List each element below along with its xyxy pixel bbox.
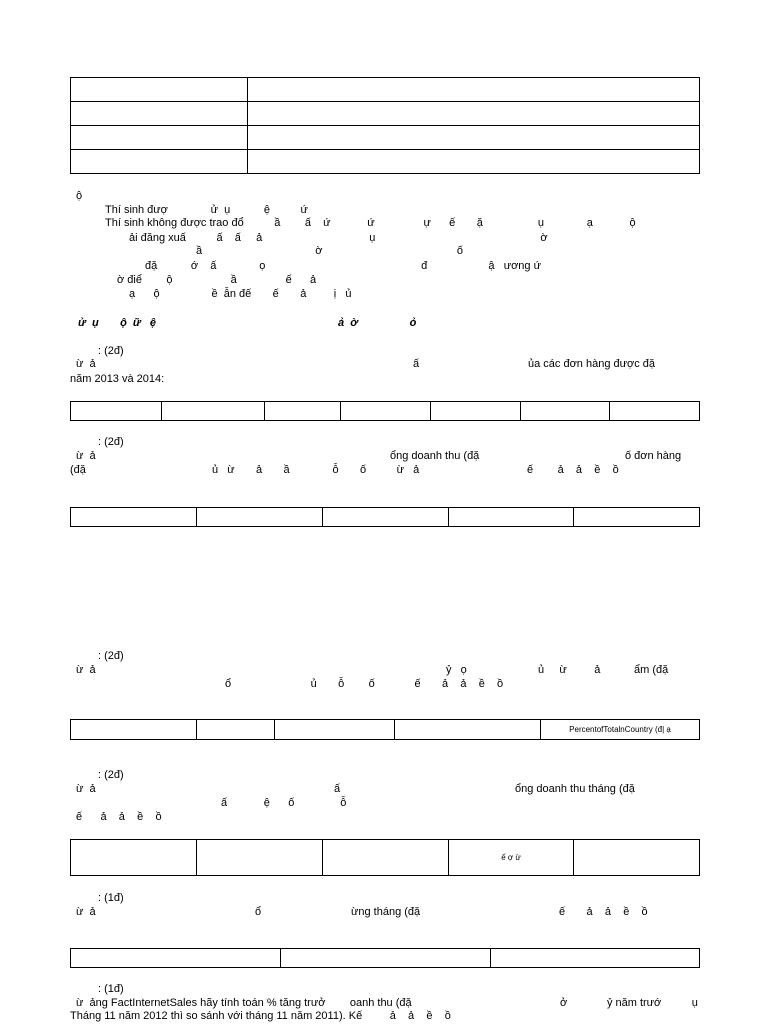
q2-result-table bbox=[70, 507, 700, 527]
header-row bbox=[71, 150, 700, 174]
table-cell bbox=[395, 720, 541, 740]
table-cell bbox=[521, 402, 610, 421]
table-row bbox=[71, 840, 700, 876]
table-cell bbox=[323, 508, 449, 527]
rules-line-1: Thí sinh đượ ử ụ ệ ứ bbox=[105, 204, 308, 216]
rules-line-2: Thí sinh không được trao đổ ầ ấ ứ ứ ự ế ặ ụ ạ ộ bbox=[105, 217, 636, 229]
header-row bbox=[71, 78, 700, 102]
table-cell bbox=[449, 508, 574, 527]
table-cell bbox=[71, 508, 197, 527]
header-label-cell bbox=[71, 102, 248, 126]
header-value-cell bbox=[248, 78, 700, 102]
table-cell bbox=[197, 720, 275, 740]
q1-result-table bbox=[70, 401, 700, 421]
q3-line-1-mid: ỷ ọ bbox=[446, 664, 467, 676]
q5-line-1-far: ế ả ả ề ồ bbox=[559, 906, 648, 918]
table-cell bbox=[574, 508, 700, 527]
q5-line-1: ừ ả bbox=[76, 906, 96, 918]
table-row bbox=[71, 949, 700, 968]
q3-line-1-right: ủ ừ ả ẩm (đặ bbox=[538, 664, 669, 676]
q1-line-1: ừ ả bbox=[76, 358, 96, 370]
q4-result-table bbox=[70, 839, 700, 876]
header-label-cell bbox=[71, 78, 248, 102]
table-cell bbox=[491, 949, 700, 968]
table-cell bbox=[71, 840, 197, 876]
header-row bbox=[71, 126, 700, 150]
table-cell bbox=[197, 840, 323, 876]
q1-line-1-mid: ấ bbox=[413, 358, 420, 370]
q4-line-1-mid: ấ bbox=[334, 783, 341, 795]
growth-compare-header: ế ợ ừ bbox=[449, 840, 574, 876]
rules-marker: ộ bbox=[76, 190, 83, 202]
q2-label: : (2đ) bbox=[98, 436, 124, 448]
table-cell bbox=[610, 402, 700, 421]
q4-line-3: ế ả ả ề ồ bbox=[76, 811, 162, 823]
q1-line-1-right: ủa các đơn hàng được đặ bbox=[528, 358, 655, 370]
q5-line-1-mid: ổ bbox=[255, 906, 262, 918]
q2-line-1: ừ ả bbox=[76, 450, 96, 462]
table-cell bbox=[574, 840, 700, 876]
q3-line-2: ổ ủ ỗ ố ế ả ả ề ồ bbox=[225, 678, 504, 690]
q4-line-1: ừ ả bbox=[76, 783, 96, 795]
rules-line-7: ạ ộ ề ẫn đế ế ả ị ủ bbox=[129, 288, 352, 300]
q6-line-1: ừ ảng FactInternetSales hãy tính toán % tăng trưở oanh thu (đặ bbox=[76, 997, 412, 1009]
header-label-cell bbox=[71, 150, 248, 174]
q5-result-table bbox=[70, 948, 700, 968]
q3-line-1: ừ ả bbox=[76, 664, 96, 676]
table-cell bbox=[265, 402, 341, 421]
q2-line-1-mid: ổng doanh thu (đặ bbox=[390, 450, 480, 462]
q6-label: : (1đ) bbox=[98, 983, 124, 995]
table-row bbox=[71, 720, 700, 740]
table-row bbox=[71, 402, 700, 421]
q1-label: : (2đ) bbox=[98, 345, 124, 357]
table-cell bbox=[323, 840, 449, 876]
q6-line-1-right: ở ỷ năm trướ ụ bbox=[560, 997, 698, 1009]
header-label-cell bbox=[71, 126, 248, 150]
q2-line-2-right: ế ả ả ề ồ bbox=[527, 464, 619, 476]
table-cell bbox=[71, 402, 162, 421]
q2-line-2: (đặ bbox=[70, 464, 86, 476]
q5-line-1-right: ừng tháng (đặ bbox=[351, 906, 421, 918]
q4-line-2: ấ ệ ố ỗ bbox=[221, 797, 347, 809]
notice-left: ử ụ ộ ữ ệ bbox=[78, 317, 157, 329]
rules-line-3: ải đăng xuấ ấ ấ ả ụ ờ bbox=[129, 232, 548, 244]
header-value-cell bbox=[248, 150, 700, 174]
header-table bbox=[70, 77, 700, 174]
percent-of-total-header: PercentofTotalnCountry (đ| ạ bbox=[541, 720, 700, 740]
header-value-cell bbox=[248, 102, 700, 126]
q4-line-1-right: ổng doanh thu tháng (đặ bbox=[515, 783, 635, 795]
table-cell bbox=[341, 402, 431, 421]
table-cell bbox=[162, 402, 265, 421]
q2-line-1-right: ố đơn hàng bbox=[625, 450, 682, 462]
q3-result-table bbox=[70, 719, 700, 740]
table-cell bbox=[71, 949, 281, 968]
q6-line-2: Tháng 11 năm 2012 thì so sánh với tháng 11 năm 2011). Kế ả ả ề ồ bbox=[70, 1010, 451, 1022]
table-cell bbox=[431, 402, 521, 421]
header-value-cell bbox=[248, 126, 700, 150]
table-cell bbox=[71, 720, 197, 740]
rules-line-4: ầ ờ ố bbox=[196, 245, 463, 257]
notice-right: ả ờ ỏ bbox=[338, 317, 417, 329]
table-cell bbox=[281, 949, 491, 968]
rules-line-5: đặ ớ ấ ọ đ ậ ương ứ bbox=[145, 260, 541, 272]
header-row bbox=[71, 102, 700, 126]
table-row bbox=[71, 508, 700, 527]
q5-label: : (1đ) bbox=[98, 892, 124, 904]
table-cell bbox=[275, 720, 395, 740]
q1-line-2: năm 2013 và 2014: bbox=[70, 373, 165, 385]
q2-line-2-mid: ủ ừ ả ầ ỗ ố ừ ả bbox=[212, 464, 420, 476]
table-cell bbox=[197, 508, 323, 527]
q3-label: : (2đ) bbox=[98, 650, 124, 662]
rules-line-6: ờ điể ộ ầ ế ả bbox=[117, 274, 317, 286]
q4-label: : (2đ) bbox=[98, 769, 124, 781]
